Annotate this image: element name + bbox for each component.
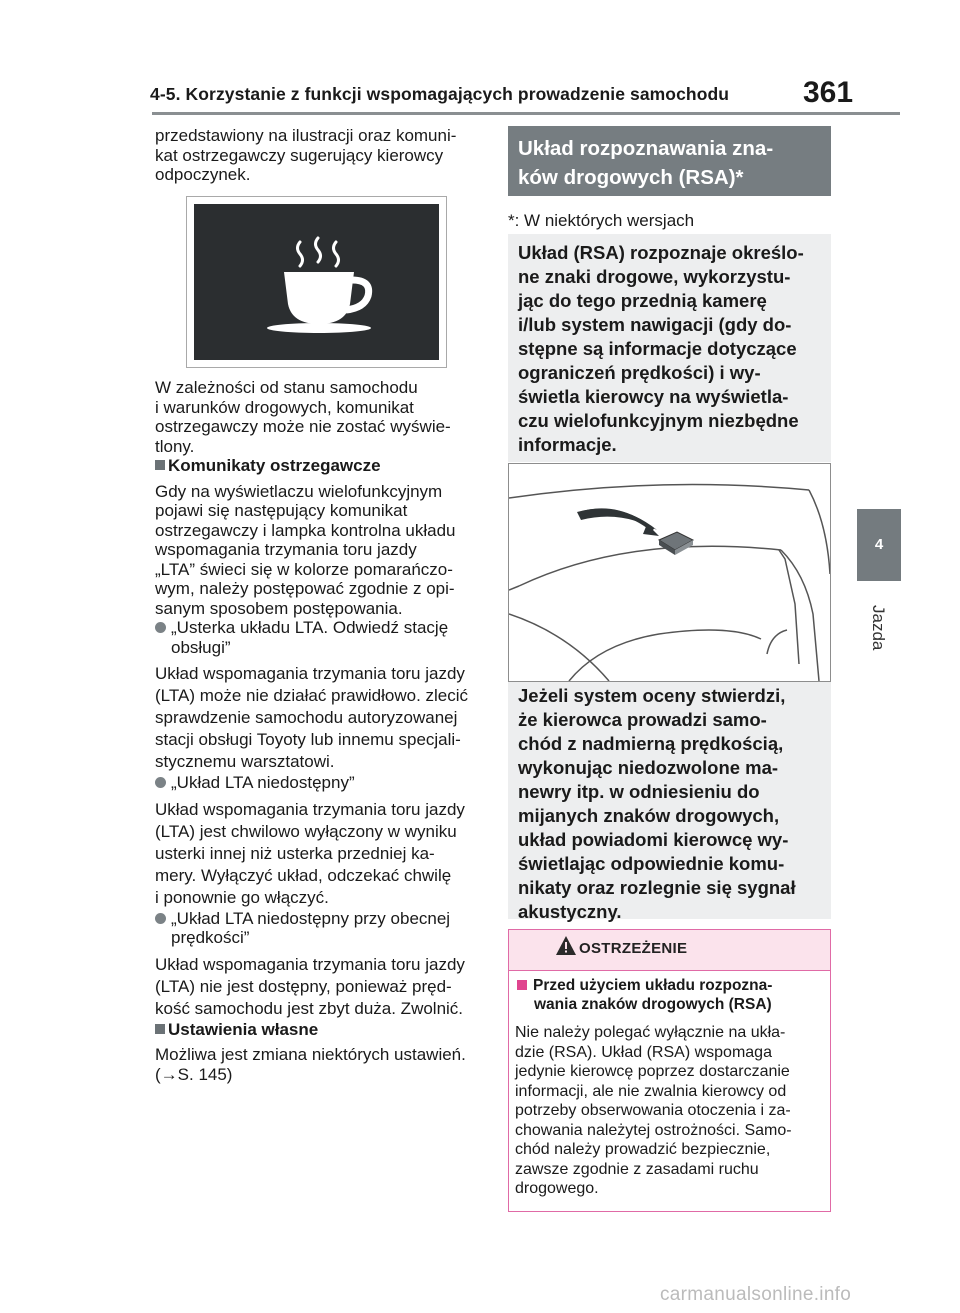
section-warnings-text: Gdy na wyświetlaczu wielofunkcyjnym pojawi się następujący komunikat ostrzegawczy i lampka kontrolna układu wspomagania trzymania toru jazdy „LTA” świeci się w kolorze pomarańczo- wym, należy postępować zgodnie z opi- sanym sposobem postępowania. (155, 481, 456, 618)
message-item: „Układ LTA niedostępny” (155, 773, 485, 793)
warning-text: Nie należy polegać wyłącznie na ukła- dzie (RSA). Układ (RSA) wspomaga jedynie kierowcę poprzez dostarczanie informacji, ale nie zwalnia kierowcy od potrzeby obserwowania otoczenia i za- chowania należytej ostrożności. Samo- chód należy prowadzić bezpiecznie, zawsze zgodnie z zasadami ruchu drogowego. (515, 1024, 792, 1197)
rsa-warning-description-box: Jeżeli system oceny stwierdzi, że kierowca prowadzi samo- chód z nadmierną prędkością, wykonując niedozwolone ma- newry itp. w odniesieniu do mijanych znaków drogowych, układ powiadomi kierowcę wy- świetlając odpowiednie komu- nikaty oraz rozlegnie się sygnał akustyczny. (508, 682, 831, 919)
message-item: „Układ LTA niedostępny przy obecnej prędkości” (155, 909, 485, 948)
coffee-illustration (186, 196, 447, 368)
warning-box (508, 929, 831, 1212)
warning-header (509, 930, 830, 971)
header-divider (152, 112, 900, 115)
rsa-heading: Układ rozpoznawania zna- ków drogowych (RSA)* (508, 126, 831, 196)
circle-bullet-icon (155, 913, 166, 924)
page-header-title: 4-5. Korzystanie z funkcji wspomagających prowadzenie samochodu (150, 84, 730, 104)
square-bullet-icon (517, 980, 527, 990)
display-screen (194, 204, 439, 360)
left-column-body (155, 378, 485, 1084)
windshield-camera-icon (509, 464, 830, 681)
section-settings-text: Możliwa jest zmiana niektórych ustawień. (→S. 145) (155, 1045, 466, 1084)
page-number: 361 (803, 76, 854, 109)
message-description: Układ wspomagania trzymania toru jazdy (LTA) nie jest dostępny, ponieważ pręd- kość samochodu jest zbyt duża. Zwolnić. (155, 954, 465, 1018)
intro-text: przedstawiony na ilustracji oraz komuni- kat ostrzegawczy sugerujący kierowcy odpoczynek. (155, 126, 457, 184)
warning-triangle-icon (555, 935, 577, 957)
circle-bullet-icon (155, 777, 166, 788)
windshield-camera-illustration (508, 463, 831, 682)
coffee-cup-icon (194, 204, 439, 360)
after-image-text: W zależności od stanu samochodu i warunków drogowych, komunikat ostrzegawczy może nie zostać wyświe- tlony. (155, 378, 451, 456)
version-note: *: W niektórych wersjach (508, 211, 695, 230)
message-item: „Usterka układu LTA. Odwiedź stację obsługi” (155, 618, 485, 657)
section-title-settings: Ustawienia własne (155, 1020, 485, 1040)
circle-bullet-icon (155, 622, 166, 633)
watermark: carmanualsonline.info (660, 1284, 852, 1305)
square-bullet-icon (155, 1024, 165, 1034)
chapter-tab: 4 (857, 509, 901, 581)
chapter-label: Jazda (869, 605, 888, 651)
warning-subtitle: Przed użyciem układu rozpozna- wania znaków drogowych (RSA) (517, 976, 839, 1014)
warning-title: OSTRZEŻENIE (579, 940, 688, 957)
message-description: Układ wspomagania trzymania toru jazdy (LTA) może nie działać prawidłowo. zlecić sprawdzenie samochodu autoryzowanej stacji obsługi Toyoty lub innemu specjali- stycznemu warsztatowi. (155, 664, 469, 771)
message-description: Układ wspomagania trzymania toru jazdy (LTA) jest chwilowo wyłączony w wyniku usterki innej niż usterka przedniej ka- mery. Wyłączyć układ, odczekać chwilę i ponownie go włączyć. (155, 799, 465, 907)
rsa-description-box: Układ (RSA) rozpoznaje określo- ne znaki drogowe, wykorzystu- jąc do tego przednią kamerę i/lub system nawigacji (gdy do- stępne są informacje dotyczące ograniczeń prędkości) i wy- świetla kierowcy na wyświetla- czu wielofunkcyjnym niezbędne informacje. (508, 234, 831, 462)
left-column (155, 126, 485, 185)
section-title-warnings: Komunikaty ostrzegawcze (155, 456, 485, 476)
square-bullet-icon (155, 460, 165, 470)
